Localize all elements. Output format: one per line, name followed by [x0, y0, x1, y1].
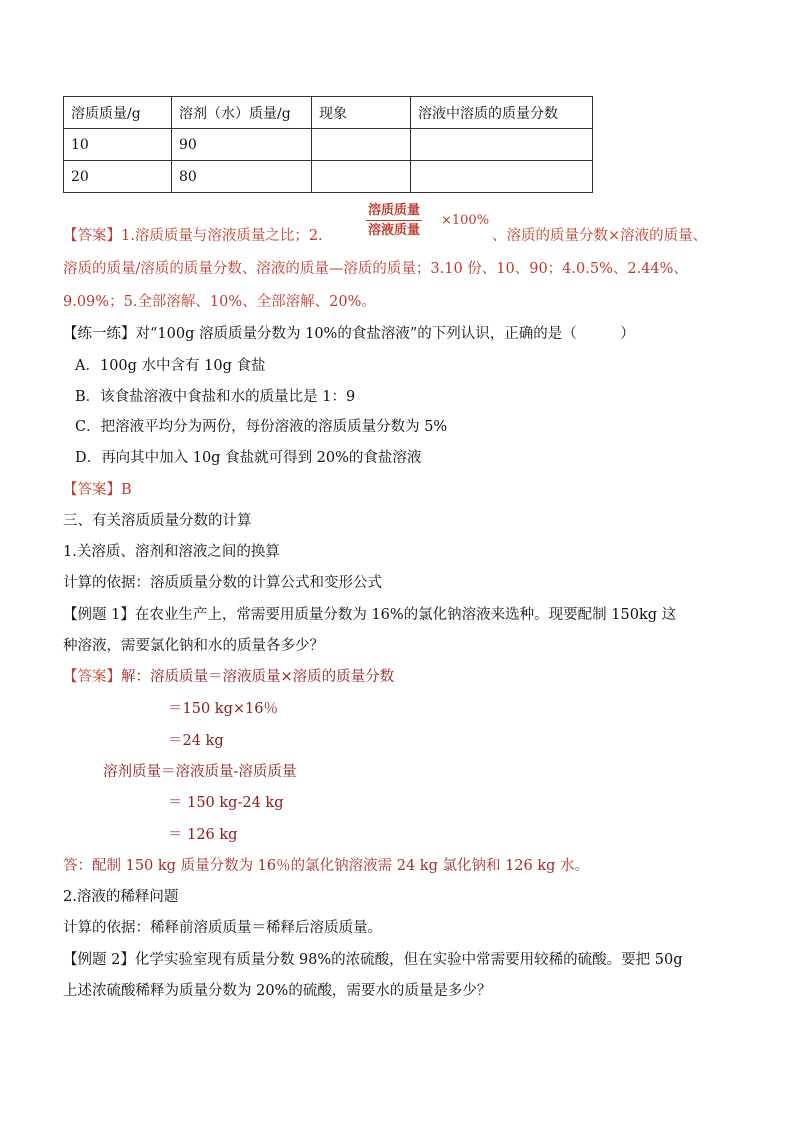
- solution-text: 解：溶质质量＝溶液质量×溶质的质量分数: [121, 669, 395, 685]
- table-cell: [411, 161, 593, 193]
- mass-fraction-formula: [366, 203, 422, 238]
- formula-multiplier: ×100%: [441, 213, 490, 228]
- table-cell: 80: [172, 161, 312, 193]
- option-c: C．把溶液平均分为两份，每份溶液的溶质质量分数为 5%: [75, 419, 448, 435]
- option-a: A．100g 水中含有 10g 食盐: [75, 358, 266, 374]
- table-cell: [411, 129, 593, 161]
- answer-tag: 【答案】: [63, 482, 121, 498]
- practice-answer: [63, 480, 132, 500]
- solution-line5: ＝ 150 kg-24 kg: [168, 795, 284, 811]
- practice-question: [63, 324, 635, 344]
- table-header-cell: 溶剂（水）质量/g: [172, 97, 312, 129]
- practice-tag: 【练一练】: [63, 326, 136, 342]
- table-cell: [312, 129, 411, 161]
- table-cell: [312, 161, 411, 193]
- solution-line2: ＝150 kg×16％: [168, 701, 278, 717]
- answer-tag: 【答案】: [63, 228, 121, 244]
- formula-denominator: 溶液质量: [368, 223, 421, 238]
- answer-tag: 【答案】: [63, 669, 121, 685]
- experiment-table: [63, 96, 593, 193]
- example1-line1: [63, 605, 676, 625]
- solution-conclusion: 答：配制 150 kg 质量分数为 16％的氯化钠溶液需 24 kg 氯化钠和 126 kg 水。: [63, 858, 590, 874]
- table-header-cell: 现象: [312, 97, 411, 129]
- table-cell: 90: [172, 129, 312, 161]
- table-row: [64, 129, 593, 161]
- example1-line2: 种溶液，需要氯化钠和水的质量各多少？: [63, 638, 324, 654]
- table-header-row: [64, 97, 593, 129]
- section-title: 三、有关溶质质量分数的计算: [63, 513, 252, 529]
- answer1-part1: 1.溶质质量与溶液质量之比；2.: [121, 228, 323, 244]
- example2-tag: 【例题 2】: [63, 952, 135, 968]
- example1-text: 在农业生产上，常需要用质量分数为 16%的氯化钠溶液来选种。现要配制 150kg 这: [134, 607, 677, 623]
- answer1-line2: 溶质的质量/溶质的质量分数、溶液的质量—溶质的质量；3.10 份、10、90；4.0.5%、2.44%、: [63, 261, 688, 277]
- solution-line4: 溶剂质量＝溶液质量-溶质质量: [103, 764, 297, 780]
- subsection-1: 1.关溶质、溶剂和溶液之间的换算: [63, 544, 280, 560]
- example2-line1: [63, 950, 683, 970]
- answer1-line1: [63, 226, 323, 246]
- subsection-2: 2.溶液的稀释问题: [63, 889, 179, 905]
- example1-tag: 【例题 1】: [63, 607, 135, 623]
- practice-answer-value: B: [121, 482, 132, 498]
- answer1-part2: 、溶质的质量分数×溶液的质量、: [492, 228, 708, 244]
- option-b: B．该食盐溶液中食盐和水的质量比是 1：9: [75, 389, 356, 405]
- solution-line1: [63, 667, 394, 687]
- option-d: D．再向其中加入 10g 食盐就可得到 20%的食盐溶液: [75, 450, 422, 466]
- basis-1: 计算的依据：溶质质量分数的计算公式和变形公式: [63, 575, 382, 591]
- basis-2: 计算的依据：稀释前溶质质量＝稀释后溶质质量。: [63, 920, 382, 936]
- solution-line3: ＝24 kg: [168, 733, 224, 749]
- table-cell: 10: [64, 129, 172, 161]
- table-header-cell: 溶质质量/g: [64, 97, 172, 129]
- practice-question-text: 对“100g 溶质质量分数为 10%的食盐溶液”的下列认识，正确的是（ ）: [135, 326, 635, 342]
- example2-text: 化学实验室现有质量分数 98%的浓硫酸，但在实验中常需要用较稀的硫酸。要把 50g: [134, 952, 683, 968]
- table-cell: 20: [64, 161, 172, 193]
- table-header-cell: 溶液中溶质的质量分数: [411, 97, 593, 129]
- formula-numerator: 溶质质量: [366, 203, 422, 221]
- answer1-line3: 9.09%；5.全部溶解、10%、全部溶解、20%。: [63, 294, 376, 310]
- table-row: [64, 161, 593, 193]
- example2-line2: 上述浓硫酸稀释为质量分数为 20%的硫酸，需要水的质量是多少？: [63, 983, 492, 999]
- solution-line6: ＝ 126 kg: [168, 827, 238, 843]
